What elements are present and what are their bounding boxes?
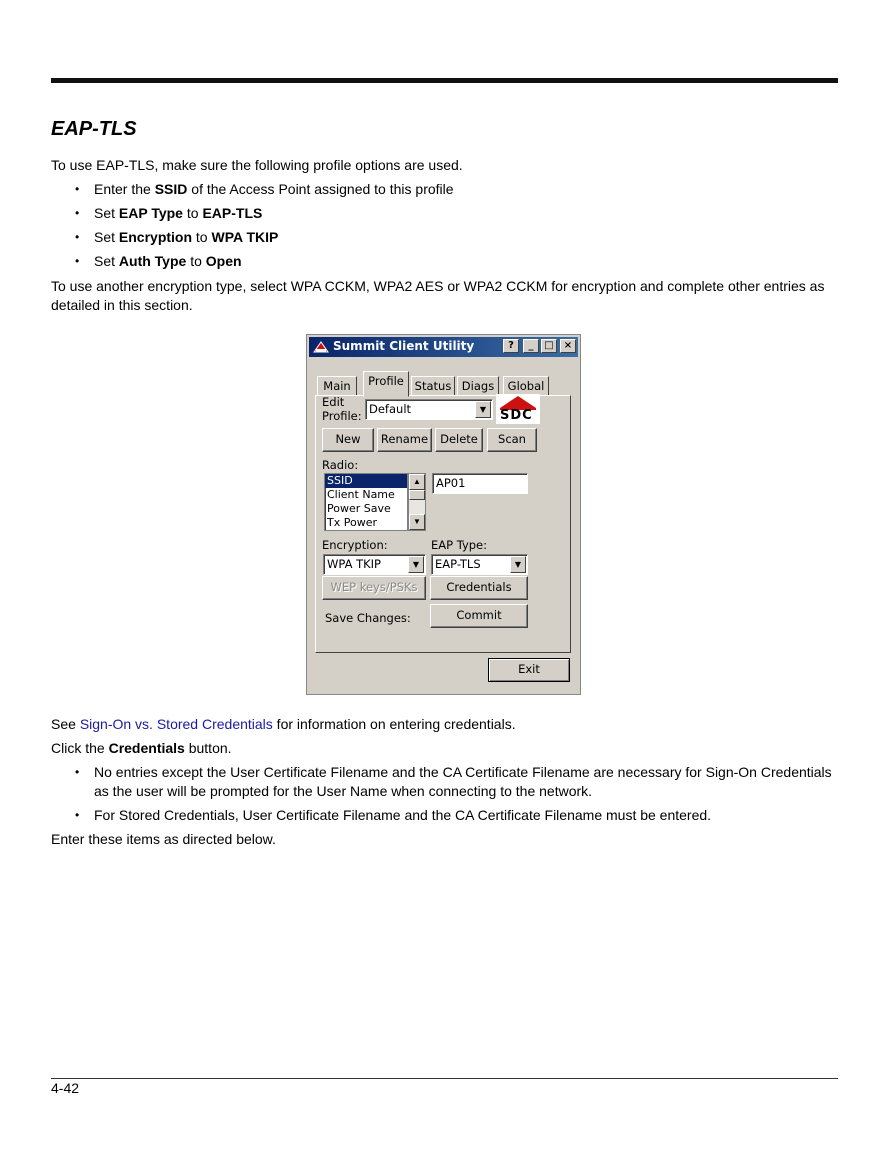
list-item-ssid[interactable]: SSID — [325, 474, 407, 488]
sdc-logo — [496, 394, 540, 424]
chevron-down-icon[interactable]: ▼ — [408, 556, 424, 573]
maximize-button[interactable]: □ — [541, 339, 557, 353]
enter-items-paragraph: Enter these items as directed below. — [51, 831, 276, 847]
bullet-sign-on: • No entries except the User Certificate Filename and the CA Certificate Filename are necessary for Sign-On Credentials as the user will be prompted for the User Name when connecting to the network. — [94, 763, 839, 801]
list-item-tx-power[interactable]: Tx Power — [327, 516, 377, 529]
click-credentials-paragraph: Click the Credentials button. — [51, 740, 232, 756]
scroll-up-icon[interactable]: ▲ — [409, 474, 425, 490]
radio-scrollbar[interactable] — [408, 473, 426, 531]
radio-listbox[interactable] — [324, 473, 408, 531]
ssid-input[interactable]: AP01 — [432, 473, 528, 494]
bullet-ssid: • Enter the SSID of the Access Point assigned to this profile — [94, 180, 839, 199]
eap-type-label: EAP Type: — [431, 538, 488, 552]
radio-label: Radio: — [322, 458, 359, 472]
bullet-auth-type: • Set Auth Type to Open — [94, 252, 839, 271]
close-button[interactable]: × — [560, 339, 576, 353]
encryption-paragraph: To use another encryption type, select WPA CCKM, WPA2 AES or WPA2 CCKM for encryption and complete other entries as detailed in this section. — [51, 278, 825, 313]
edit-profile-label: Edit Profile: — [322, 395, 362, 423]
top-rule — [51, 78, 838, 83]
save-changes-label: Save Changes: — [325, 611, 411, 625]
logo-text: SDC — [500, 408, 533, 423]
delete-button[interactable]: Delete — [435, 428, 483, 452]
scan-button[interactable]: Scan — [487, 428, 537, 452]
tab-global[interactable]: Global — [503, 376, 549, 396]
encryption-value: WPA TKIP — [327, 557, 381, 571]
list-item-power-save[interactable]: Power Save — [327, 502, 391, 515]
list-item-client-name[interactable]: Client Name — [327, 488, 395, 501]
encryption-dropdown[interactable] — [323, 554, 426, 575]
encryption-label: Encryption: — [322, 538, 388, 552]
commit-button[interactable]: Commit — [430, 604, 528, 628]
chevron-down-icon[interactable]: ▼ — [475, 401, 491, 418]
section-heading: EAP-TLS — [51, 118, 137, 140]
help-button[interactable]: ? — [503, 339, 519, 353]
credentials-button[interactable]: Credentials — [430, 576, 528, 600]
window-title: Summit Client Utility — [333, 339, 475, 353]
bullet-stored: • For Stored Credentials, User Certificate Filename and the CA Certificate Filename must be entered. — [94, 806, 839, 825]
tab-status[interactable]: Status — [411, 376, 455, 396]
rename-button[interactable]: Rename — [377, 428, 432, 452]
intro-paragraph: To use EAP-TLS, make sure the following profile options are used. — [51, 157, 463, 173]
eap-type-value: EAP-TLS — [435, 557, 481, 571]
bullet-encryption: • Set Encryption to WPA TKIP — [94, 228, 839, 247]
scroll-thumb[interactable] — [409, 490, 425, 500]
tab-diags[interactable]: Diags — [457, 376, 499, 396]
wep-keys-button[interactable]: WEP keys/PSKs — [322, 576, 426, 600]
exit-button[interactable]: Exit — [488, 658, 570, 682]
eap-type-dropdown[interactable] — [431, 554, 528, 575]
new-button[interactable]: New — [322, 428, 374, 452]
minimize-button[interactable]: _ — [523, 339, 539, 353]
sign-on-stored-credentials-link[interactable]: Sign-On vs. Stored Credentials — [79, 716, 273, 732]
scroll-down-icon[interactable]: ▼ — [409, 514, 425, 530]
tab-main[interactable]: Main — [317, 376, 357, 396]
bullet-eap-type: • Set EAP Type to EAP-TLS — [94, 204, 839, 223]
bottom-rule — [51, 1078, 838, 1079]
app-icon — [313, 340, 329, 354]
chevron-down-icon[interactable]: ▼ — [510, 556, 526, 573]
profile-dropdown[interactable] — [365, 399, 493, 420]
profile-value: Default — [369, 402, 412, 416]
tab-profile[interactable]: Profile — [363, 371, 409, 397]
see-credentials-paragraph: See Sign-On vs. Stored Credentials for information on entering credentials. — [51, 716, 516, 732]
window-titlebar — [309, 337, 578, 357]
page-number: 4-42 — [51, 1080, 80, 1096]
